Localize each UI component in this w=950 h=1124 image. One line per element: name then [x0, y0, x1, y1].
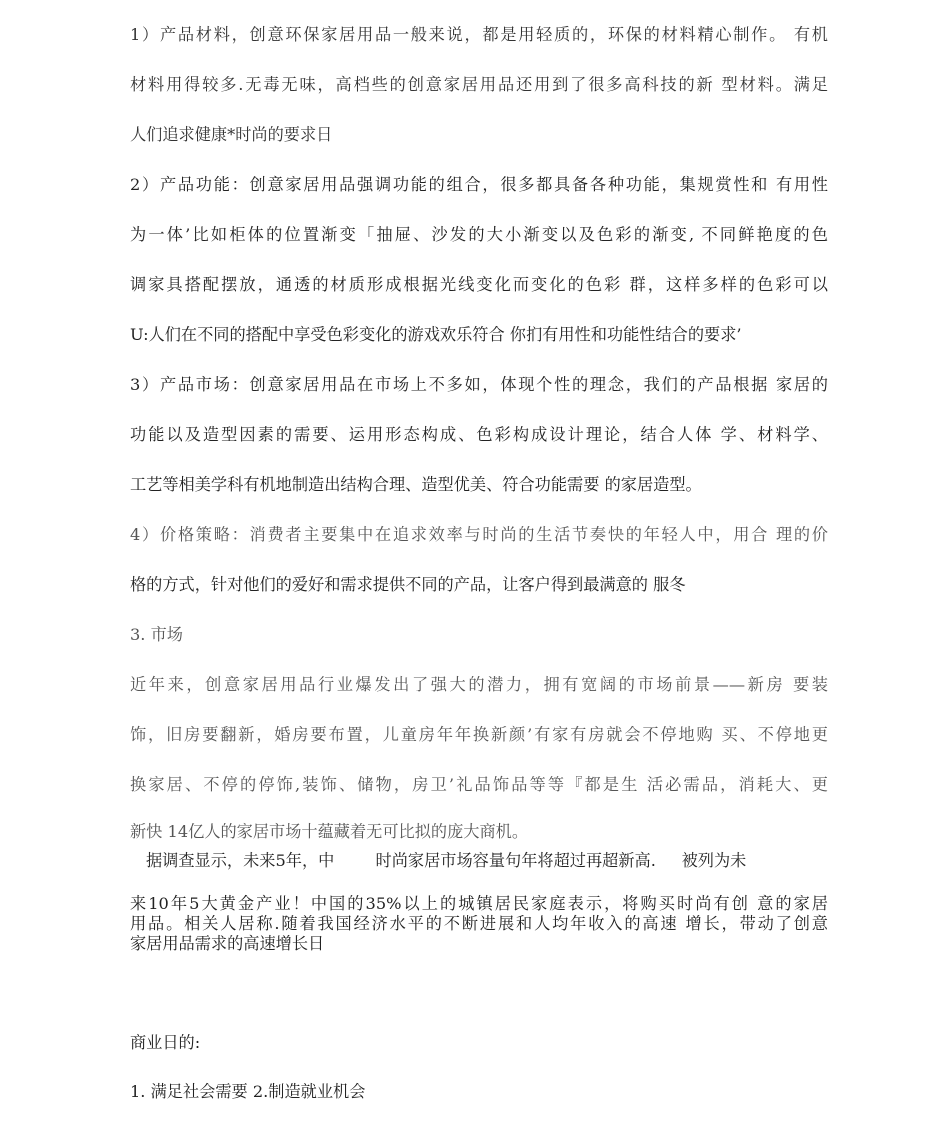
- text-line: 据调查显示，未来5年，中 时尚家居市场容量句年将超过再超新高. 被列为未: [146, 851, 747, 870]
- text-line: 换家居、不停的停饰,装饰、储物，房卫’礼品饰品等等『都是生 活必需品，消耗大、更: [130, 775, 828, 794]
- text-line: 4）价格策略：消费者主要集中在追求效率与时尚的生活节奏快的年轻人中，用合 理的价: [130, 525, 828, 544]
- text-line: 饰，旧房要翻新，婚房要布置，儿童房年年换新颜’有家有房就会不停地购 买、不停地更: [130, 725, 828, 744]
- text-line: 材料用得较多.无毒无味，高档些的创意家居用品还用到了很多高科技的新 型材料。满足: [130, 75, 828, 94]
- text-line: 家居用品需求的高速增长日: [130, 934, 325, 953]
- text-line: 1）产品材料，创意环保家居用品一般来说，都是用轻质的，环保的材料精心制作。 有机: [130, 25, 828, 44]
- text-line: 调家具搭配摆放，通透的材质形成根据光线变化而变化的色彩 群，这样多样的色彩可以: [130, 275, 828, 294]
- text-line: 工艺等相美学科有机地制造出结构合理、造型优美、符合功能需要 的家居造型。: [130, 475, 702, 494]
- text-line: 格的方式，针对他们的爱好和需求提供不同的产品，让客户得到最满意的 服冬: [130, 575, 686, 594]
- text-line: 用品。相关人居称.随着我国经济水平的不断进展和人均年收入的高速 增长，带动了创意: [130, 914, 828, 933]
- section-heading: 3. 市场: [130, 625, 183, 644]
- text-line: 为一体’比如柜体的位置渐变「抽屉、沙发的大小渐变以及色彩的渐变, 不同鲜艳度的色: [130, 225, 828, 244]
- text-line: 来10年5大黄金产业！中国的35%以上的城镇居民家庭表示，将购买时尚有创 意的家居: [130, 894, 828, 913]
- text-line: 人们追求健康*时尚的要求日: [130, 125, 333, 144]
- text-line: 3）产品市场：创意家居用品在市场上不多如，体现个性的理念，我们的产品根据 家居的: [130, 375, 828, 394]
- section-heading: 商业日的:: [130, 1033, 201, 1052]
- text-line: 新快 14亿人的家居市场十蕴藏着无可比拟的庞大商机。: [130, 822, 529, 841]
- text-line: 2）产品功能：创意家居用品强调功能的组合，很多都具备各种功能，集规赏性和 有用性: [130, 175, 828, 194]
- text-line: 功能以及造型因素的需要、运用形态构成、色彩构成设计理论，结合人体 学、材料学、: [130, 425, 828, 444]
- text-line: U:人们在不同的搭配中享受色彩变化的游戏欢乐符合 你扪有用性和功能性结合的要求’: [130, 325, 742, 344]
- text-line: 近年来，创意家居用品行业爆发出了强大的潜力，拥有宽阔的市场前景——新房 要装: [130, 675, 828, 694]
- text-line: 1. 满足社会需要 2.制造就业机会: [130, 1082, 366, 1101]
